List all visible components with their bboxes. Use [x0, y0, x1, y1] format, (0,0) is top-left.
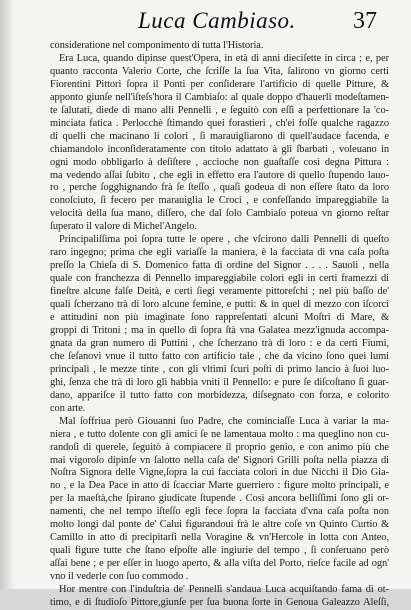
text-line: niera , e tutto dolente con gli amici ſe ne lamentaua molto : ma queglino non cu-	[50, 428, 389, 440]
text-line: apponto giunſe nell'iſteſs'hora il Cambiaſo: al quale doppo d'hauerli modeſtamen-	[50, 91, 389, 103]
text-line: consideratione nel componimento di tutta l'Historia.	[50, 40, 264, 51]
paragraph-first-line: Era Luca, quando dipinse quest'Opera, in età di anni dieciſette in circa ; e, per	[59, 52, 389, 64]
text-line: Camillo in atto di precipitarſi nella Voragine & vn'Hercole in lotta con Anteo,	[50, 532, 389, 544]
text-line: quanto racconta Valerio Corte, che ſcriſſe la ſua Vita, ſalirono vn giorno certi	[50, 65, 389, 77]
text-line: ma vedendo aſſai ſubito , che egli in effetto era l'autore di quello ſtupendo lauo-	[50, 169, 389, 181]
body-text	[50, 40, 389, 610]
text-line: per la maeſtà,che ſpirano giudicate ſtupende . Così ancora belliſſimi ſono gli or-	[50, 493, 389, 505]
text-line: mai vigoroſo dipinſe vn ſalotto nella caſa de' Signori Grilli poſta nella piazza di	[50, 454, 389, 466]
text-line: molto longi dal ponte de' Calui figurandoui frà le altre coſe vn Quinto Curtio &	[50, 519, 389, 531]
paragraph-first-line: Mal ſoffriua però Giouanni ſuo Padre, che cominciaſſe Luca à variar la ma-	[59, 415, 389, 427]
text-line: principali , le mezze tinte , con gli vltimi ſcuri poſti di primo lancio à ſuoi luo-	[50, 363, 389, 375]
text-line: raro ingegno; prima che egli variaſſe la maniera, è la facciata di vna caſa poſta	[50, 247, 389, 259]
paragraph-last-line: vno il vederle con ſuo commodo .	[50, 571, 189, 583]
page-number: 37	[353, 8, 377, 34]
running-head-title: Luca Cambiaso.	[138, 8, 296, 33]
text-line: velocità della ſua mano, diſſero, che dal ſolo Cambiaſo poteua vn giorno reſtar	[50, 208, 389, 220]
text-line: groppi di Tritoni ; ma in quello di ſopra ſtà vna Galatea mezz'ignuda accompa-	[50, 324, 389, 336]
text-line: timo, e di ſtudioſo Pittore,giunſe per ſua buona ſorte in Genoua Galeazzo Aleſſi,	[50, 596, 389, 608]
text-line: dano, appariſce il tutto fatto con morbidezza, diſsegnato con forza, e colorito	[50, 389, 389, 401]
paragraph-first-line: Hor mentre con l'induſtria de' Pennelli s'andaua Luca acquiſtando fama di ot-	[59, 584, 389, 596]
text-line: ro , perche ſogghignando frà ſe ſteſſo , quaſi godeua di non eſſere ſtato da loro	[50, 182, 389, 194]
text-line: ogni modo obbligarlo à deſiſtere , accioche non guaſtaſſe così degna Pittura :	[50, 156, 389, 168]
text-line: ghi, ſenza che trà di loro gli habbia vniti il Pennello: e pure ſe diſcoſtano ſi guar-	[50, 376, 389, 388]
text-line: quali ſcherzano trà di loro alcune femine, e putti: & in quel di mezzo con iſcorci	[50, 299, 389, 311]
text-line: Fiorentini Pittori ſopra il Ponti per conſiderare l'artificio di quelle Pitture, &	[50, 78, 389, 90]
text-line: fineſtre alcune falſe Deità, e certi ſiegi veramente pittoreſchi ; nel più baſſo de'	[50, 286, 389, 298]
text-line: te ſalutati, diede di mano alli Pennelli , e ſeguitò con eſſi a perfettionare la 'co-	[50, 104, 389, 116]
text-line: preſſo la Chieſa di S. Domenico fatta di ordine del Signor . . . . Sauoli , nella	[50, 260, 389, 272]
text-line: namenti, che nel tempo iſteſſo egli fece ſopra la facciata d'vna caſa poſta non	[50, 506, 389, 518]
text-line: quali figure tutte che ſtano eſpoſte alle ingiurie del tempo , ſi conſeruano però	[50, 545, 389, 557]
paragraph-first-line: Principaliſſima poi ſopra tutte le opere , che vſcirono dalli Pennelli di queſto	[59, 234, 389, 246]
text-line: minciata fatica . Perlocchè ſtimando quei forastieri , ch'ei foſſe qualche ragazzo	[50, 117, 389, 129]
text-line: randoſi di querele, ſeguitò à compiacere il proprio genio, e con animo più che	[50, 441, 389, 453]
text-line: gnata da gran numero di Puttini , che ſcherzano trà di loro : e da certi Fiumi,	[50, 337, 389, 349]
text-line: quale con franchezza di Pennello impareggiabile colorì egli in certi framezzi di	[50, 273, 389, 285]
paragraph-last-line: ſuperato il valore di Michel'Angelo.	[50, 221, 197, 233]
text-line: Noſtra Signora delle Vigne,ſopra la cui facciata colorì in due Nicchi il Dio Gia-	[50, 467, 389, 479]
text-line: aſſai bene ; e per eſſer in luogo aperto, & alla viſta del Porto, rieſce facile ad ogn'	[50, 558, 389, 570]
text-line: no , e la Dea Pace in atto di ſcacciar Marte guerriero : figure molto principali, e	[50, 480, 389, 492]
text-line: conoſciuto, ſi fecero per marauiglia le Croci , e confeſſando impareggiabile la	[50, 195, 389, 207]
text-line: chiamandolo inconſideratamente con titolo adattato à gli ſbarbati , voleuano in	[50, 143, 389, 155]
running-head	[0, 8, 411, 34]
text-line: di quelli che macinano li colori , ſi marauigliarono di quell'audace facenda, e	[50, 130, 389, 142]
paragraph-last-line: con arte.	[50, 402, 86, 414]
text-line: che ſeſanovi vnue il tutto fatto con artificio tale , che da vicino ſono quei lumi	[50, 350, 389, 362]
text-line: e attitudini non più imaginate ſono rappreſentati alcuni Moſtri di Mare, &	[50, 312, 389, 324]
